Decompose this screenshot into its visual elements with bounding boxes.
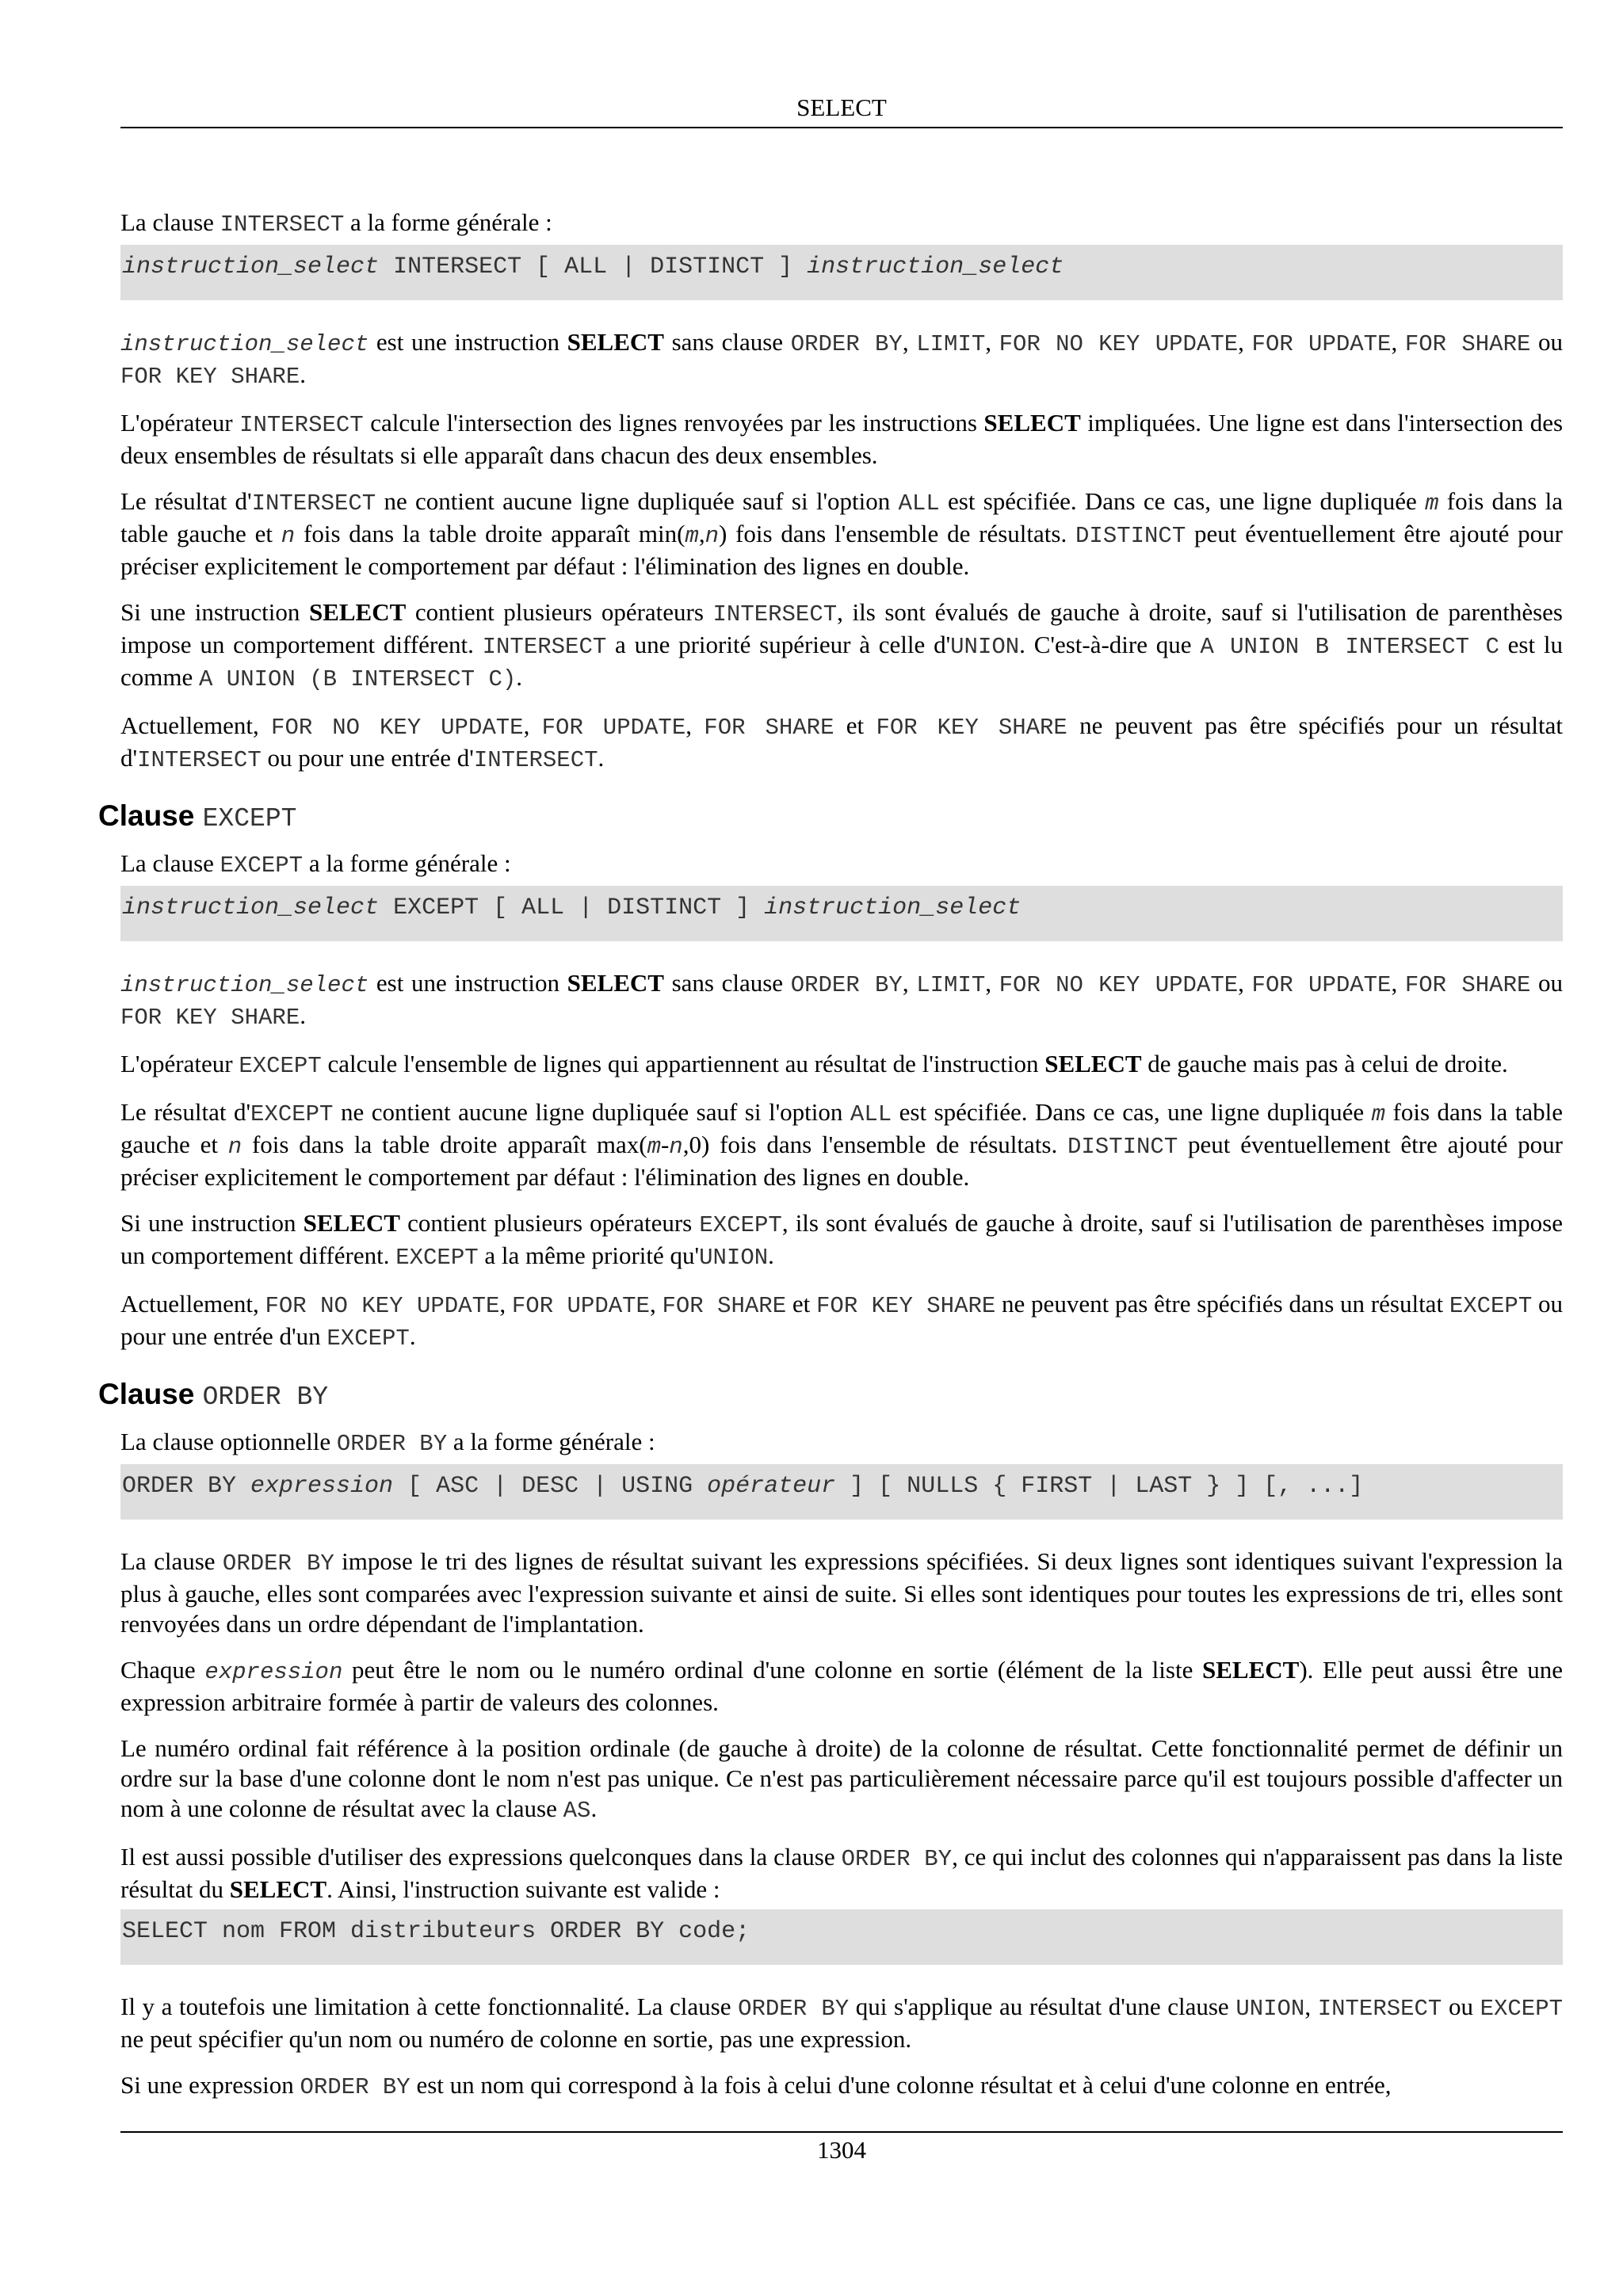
text: a la forme générale : xyxy=(447,1428,655,1455)
code: FOR NO KEY UPDATE xyxy=(265,1293,500,1319)
text: , xyxy=(1391,969,1405,997)
text: . xyxy=(516,663,523,691)
text: est une instruction xyxy=(369,328,567,356)
text: Actuellement, xyxy=(120,711,272,739)
code-italic: m xyxy=(1371,1101,1386,1127)
code: INTERSECT xyxy=(220,212,345,238)
code: INTERSECT xyxy=(473,747,598,773)
code: FOR NO KEY UPDATE xyxy=(999,972,1239,998)
text: . xyxy=(598,744,605,772)
code: ORDER BY xyxy=(790,331,903,357)
except-syntax-block xyxy=(120,886,1563,941)
heading-code: EXCEPT xyxy=(202,804,297,833)
text: Le résultat d' xyxy=(120,1098,251,1126)
text: , xyxy=(1391,328,1405,356)
code: AS xyxy=(563,1798,591,1824)
code-italic: n xyxy=(281,523,296,549)
text: , xyxy=(649,1290,663,1318)
code: ALL xyxy=(850,1101,892,1127)
text: peut éventuellement être ajouté pour préciser explicitement le comportement par défaut : l'élimination des lignes en double. xyxy=(120,1131,1563,1191)
orderby-paragraph-3 xyxy=(120,1733,1563,1826)
code: ORDER BY xyxy=(790,972,903,998)
code: EXCEPT xyxy=(239,1053,322,1079)
code-italic: n xyxy=(669,1134,683,1160)
code: FOR UPDATE xyxy=(541,715,686,741)
orderby-example-block: SELECT nom FROM distributeurs ORDER BY code; xyxy=(120,1909,1563,1965)
text: ) fois dans l'ensemble de résultats. xyxy=(718,520,1076,547)
code: FOR KEY SHARE xyxy=(120,1005,300,1031)
code-italic: instruction_select xyxy=(120,331,369,357)
text: contient plusieurs opérateurs xyxy=(399,1209,700,1237)
code: LIMIT xyxy=(916,331,986,357)
intersect-paragraph-1 xyxy=(120,327,1563,392)
code: LIMIT xyxy=(916,972,986,998)
text: Actuellement, xyxy=(120,1290,265,1318)
intersect-paragraph-3 xyxy=(120,486,1563,582)
text: , xyxy=(523,711,542,739)
code-italic: instruction_select xyxy=(122,894,380,921)
heading-word: Clause xyxy=(98,799,195,832)
intersect-syntax-block xyxy=(120,245,1563,300)
text: impose le tri des lignes de résultat suivant les expressions spécifiées. Si deux lignes sont identiques suivant l'expression la plus à gauche, elles sont comparées avec l'expression suivante et ainsi de suite. Si elles sont identiques pour toutes les expressions de tri, elles sont renvoyées dans un ordre dépendant de l'implantation. xyxy=(120,1547,1563,1638)
bold-text: SELECT xyxy=(1201,1656,1300,1684)
text: est lu comme xyxy=(120,631,1563,691)
code-italic: expression xyxy=(250,1473,394,1500)
text: calcule l'intersection des lignes renvoyées par les instructions xyxy=(363,409,984,437)
text: ,0) fois dans l'ensemble de résultats. xyxy=(682,1131,1067,1158)
text: ). Elle peut aussi être une expression arbitraire formée à partir de valeurs des colonnes. xyxy=(120,1656,1564,1716)
heading-code: ORDER BY xyxy=(202,1383,329,1412)
bold-text: SELECT xyxy=(303,1209,400,1237)
text: a la même priorité qu' xyxy=(478,1241,700,1269)
text: . xyxy=(300,1001,306,1029)
code-italic: instruction_select xyxy=(120,972,369,998)
text: ne contient aucune ligne dupliquée sauf si l'option xyxy=(376,487,899,515)
text: fois dans la table droite apparaît min( xyxy=(295,520,685,547)
text: ou xyxy=(1530,969,1564,997)
code: UNION xyxy=(699,1245,769,1271)
text: , ils sont évalués de gauche à droite, sauf si l'utilisation de parenthèses impose un comportement différent. xyxy=(120,598,1563,658)
text: , xyxy=(1238,969,1252,997)
intersect-paragraph-4 xyxy=(120,597,1563,695)
code: ORDER BY xyxy=(841,1846,953,1872)
text: Si une instruction xyxy=(120,1209,304,1237)
text: . Ainsi, l'instruction suivante est valide : xyxy=(327,1875,720,1903)
header-rule xyxy=(120,127,1563,128)
bold-text: SELECT xyxy=(1044,1050,1142,1077)
page-number: 1304 xyxy=(817,2136,866,2164)
text: ne contient aucune ligne dupliquée sauf si l'option xyxy=(333,1098,850,1126)
text: L'opérateur xyxy=(120,409,240,437)
code-italic: expression xyxy=(204,1659,343,1685)
code: INTERSECT xyxy=(1317,1996,1442,2022)
code: EXCEPT xyxy=(1449,1293,1533,1319)
text: , xyxy=(698,520,705,547)
code: FOR UPDATE xyxy=(1251,331,1392,357)
text: . xyxy=(300,360,306,388)
orderby-section-heading xyxy=(98,1376,1563,1416)
orderby-paragraph-1 xyxy=(120,1547,1563,1639)
orderby-paragraph-2 xyxy=(120,1655,1563,1718)
intersect-intro xyxy=(120,208,1563,240)
code: INTERSECT xyxy=(239,412,364,438)
except-paragraph-2 xyxy=(120,1049,1563,1081)
code: EXCEPT xyxy=(220,852,304,879)
except-paragraph-5 xyxy=(120,1289,1563,1354)
orderby-syntax-block xyxy=(120,1464,1563,1520)
code-italic: instruction_select xyxy=(807,254,1064,280)
intersect-paragraph-5 xyxy=(120,711,1563,776)
text: , xyxy=(985,969,999,997)
text: qui s'applique au résultat d'une clause xyxy=(849,1993,1236,2020)
code: EXCEPT xyxy=(1480,1996,1563,2022)
text: ou xyxy=(1530,328,1564,356)
code-italic: m xyxy=(685,523,699,549)
running-header: SELECT xyxy=(796,93,887,121)
text: a la forme générale : xyxy=(344,208,552,236)
text: fois dans la table gauche et xyxy=(120,1098,1563,1158)
footer-rule xyxy=(120,2131,1563,2133)
code: ORDER BY xyxy=(336,1431,448,1457)
except-paragraph-1 xyxy=(120,968,1563,1033)
text: , xyxy=(902,969,917,997)
code-italic: m xyxy=(647,1134,661,1160)
text: fois dans la table droite apparaît max( xyxy=(242,1131,647,1158)
code: ORDER BY xyxy=(738,1996,850,2022)
code: EXCEPT xyxy=(395,1245,479,1271)
text: fois dans la table gauche et xyxy=(120,487,1563,547)
text: , xyxy=(985,328,999,356)
text: calcule l'ensemble de lignes qui appartiennent au résultat de l'instruction xyxy=(321,1050,1045,1077)
text: ne peuvent pas être spécifiés dans un résultat xyxy=(995,1290,1449,1318)
text: et xyxy=(834,711,876,739)
code: FOR SHARE xyxy=(662,1293,787,1319)
text: impliquées. Une ligne est dans l'intersection des deux ensembles de résultats si elle apparaît dans chacun des deux ensembles. xyxy=(120,409,1564,469)
text: La clause optionnelle xyxy=(120,1428,337,1455)
text: contient plusieurs opérateurs xyxy=(406,598,713,626)
text: est spécifiée. Dans ce cas, une ligne dupliquée xyxy=(939,487,1426,515)
code: INTERSECT [ ALL | DISTINCT ] xyxy=(379,254,808,280)
bold-text: SELECT xyxy=(567,969,664,997)
text: , ce qui inclut des colonnes qui n'apparaissent pas dans la liste résultat du xyxy=(120,1843,1563,1903)
code: FOR SHARE xyxy=(1404,331,1531,357)
text: Il y a toutefois une limitation à cette fonctionnalité. La clause xyxy=(120,1993,739,2020)
text: . xyxy=(590,1794,598,1822)
text: ou xyxy=(1442,1993,1480,2020)
text: est un nom qui correspond à la fois à celui d'une colonne résultat et à celui d'une colonne en entrée, xyxy=(410,2071,1392,2099)
text: de gauche mais pas à celui de droite. xyxy=(1141,1050,1508,1077)
code: FOR KEY SHARE xyxy=(876,715,1067,741)
code-italic: m xyxy=(1425,490,1439,517)
code-italic: opérateur xyxy=(707,1473,836,1500)
text: , ils sont évalués de gauche à droite, sauf si l'utilisation de parenthèses impose un comportement différent. xyxy=(120,1209,1563,1269)
text: est spécifiée. Dans ce cas, une ligne dupliquée xyxy=(892,1098,1372,1126)
code: DISTINCT xyxy=(1075,523,1186,549)
text: ne peuvent pas être spécifiés pour un résultat d' xyxy=(120,711,1563,772)
except-paragraph-4 xyxy=(120,1208,1563,1273)
text: Chaque xyxy=(120,1656,205,1684)
code: ORDER BY xyxy=(222,1550,334,1577)
bold-text: SELECT xyxy=(983,409,1081,437)
code: ORDER BY xyxy=(300,2074,411,2100)
code: A UNION (B INTERSECT C) xyxy=(199,666,517,692)
code: FOR KEY SHARE xyxy=(120,364,300,390)
code-italic: n xyxy=(227,1134,242,1160)
text: , xyxy=(685,711,705,739)
code: INTERSECT xyxy=(482,634,607,660)
code: INTERSECT xyxy=(251,490,376,517)
code: FOR UPDATE xyxy=(511,1293,650,1319)
text: peut être le nom ou le numéro ordinal d'une colonne en sortie (élément de la liste xyxy=(342,1656,1202,1684)
code: EXCEPT xyxy=(699,1212,782,1238)
text: Si une expression xyxy=(120,2071,300,2099)
text: L'opérateur xyxy=(120,1050,239,1077)
bold-text: SELECT xyxy=(308,598,407,626)
code: FOR KEY SHARE xyxy=(816,1293,996,1319)
text: et xyxy=(786,1290,817,1318)
code: ALL xyxy=(898,490,940,517)
code: EXCEPT xyxy=(327,1325,410,1352)
text: Il est aussi possible d'utiliser des expressions quelconques dans la clause xyxy=(120,1843,842,1871)
text: , xyxy=(1304,1993,1318,2020)
text: ou pour une entrée d'un xyxy=(120,1290,1563,1350)
code: A UNION B INTERSECT C xyxy=(1200,634,1499,660)
text: La clause xyxy=(120,849,220,877)
text: La clause xyxy=(120,208,220,236)
text: , xyxy=(902,328,917,356)
code: DISTINCT xyxy=(1067,1134,1178,1160)
code-italic: instruction_select xyxy=(764,894,1022,921)
code: INTERSECT xyxy=(137,747,262,773)
text: , xyxy=(1238,328,1252,356)
text: . xyxy=(768,1241,774,1269)
text: , xyxy=(499,1290,512,1318)
text: sans clause xyxy=(663,969,791,997)
text: ne peut spécifier qu'un nom ou numéro de colonne en sortie, pas une expression. xyxy=(120,2025,912,2053)
code: ORDER BY xyxy=(122,1473,251,1500)
code: [ ASC | DESC | USING xyxy=(393,1473,708,1500)
text: . C'est-à-dire que xyxy=(1019,631,1201,658)
orderby-paragraph-6 xyxy=(120,2070,1563,2103)
code: FOR UPDATE xyxy=(1251,972,1392,998)
code: UNION xyxy=(950,634,1020,660)
intersect-paragraph-2 xyxy=(120,408,1563,471)
bold-text: SELECT xyxy=(567,328,664,356)
except-intro xyxy=(120,849,1563,881)
text: Le résultat d' xyxy=(120,487,252,515)
orderby-paragraph-4 xyxy=(120,1842,1563,1905)
text: La clause xyxy=(120,1547,223,1575)
except-section-heading xyxy=(98,798,1563,837)
orderby-paragraph-5 xyxy=(120,1992,1563,2054)
text: peut éventuellement être ajouté pour préciser explicitement le comportement par défaut : l'élimination des lignes en double. xyxy=(120,520,1563,580)
code: UNION xyxy=(1235,1996,1305,2022)
code: FOR NO KEY UPDATE xyxy=(271,715,524,741)
except-paragraph-3 xyxy=(120,1097,1563,1192)
text: sans clause xyxy=(663,328,791,356)
text: ou pour une entrée d' xyxy=(261,744,474,772)
text: a la forme générale : xyxy=(303,849,511,877)
text: est une instruction xyxy=(369,969,567,997)
page-content xyxy=(98,208,1564,2119)
orderby-intro xyxy=(120,1427,1563,1459)
code: EXCEPT [ ALL | DISTINCT ] xyxy=(379,894,765,921)
code: ] [ NULLS { FIRST | LAST } ] [, ...] xyxy=(835,1473,1364,1500)
code-italic: n xyxy=(705,523,719,549)
text: Le numéro ordinal fait référence à la position ordinale (de gauche à droite) de la colonne de résultat. Cette fonctionnalité permet de définir un ordre sur la base d'une colonne dont le nom n'est pas unique. Ce n'est pas particulièrement nécessaire parce qu'il est toujours possible d'affecter un nom à une colonne de résultat avec la clause xyxy=(120,1734,1563,1822)
text: a une priorité supérieur à celle d' xyxy=(606,631,951,658)
code: EXCEPT xyxy=(250,1101,334,1127)
code: FOR NO KEY UPDATE xyxy=(999,331,1239,357)
code: FOR SHARE xyxy=(704,715,834,741)
code: FOR SHARE xyxy=(1404,972,1531,998)
text: . xyxy=(409,1322,416,1350)
text: - xyxy=(660,1131,670,1158)
code-italic: instruction_select xyxy=(122,254,380,280)
heading-word: Clause xyxy=(98,1378,195,1410)
text: Si une instruction xyxy=(120,598,309,626)
bold-text: SELECT xyxy=(229,1875,327,1903)
code: INTERSECT xyxy=(712,601,838,627)
